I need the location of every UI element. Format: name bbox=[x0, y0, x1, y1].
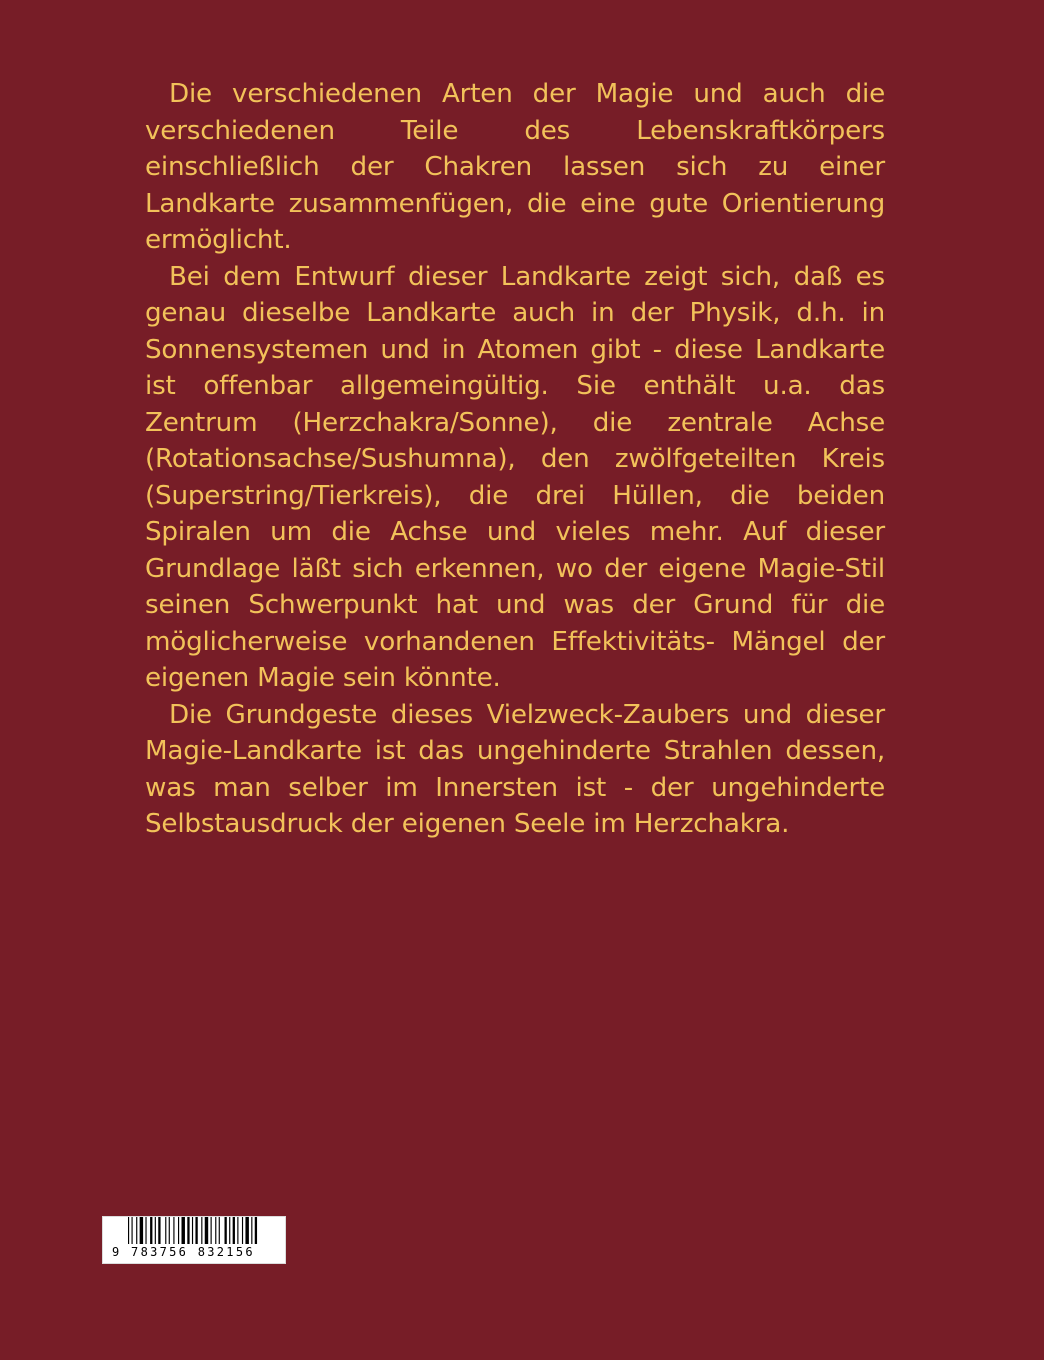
blurb-paragraph-3: Die Grundgeste dieses Vielzweck-Zaubers und dieser Magie-Landkarte ist das ungehinderte Strahlen dessen, was man selber im Innersten ist - der ungehinderte Selbstausdruck der eigenen Seele im Herzchakra. bbox=[145, 699, 885, 839]
isbn-barcode bbox=[102, 1216, 286, 1264]
back-cover-blurb bbox=[145, 76, 885, 843]
barcode-bars-icon bbox=[103, 1217, 287, 1247]
blurb-paragraph-2: Bei dem Entwurf dieser Landkarte zeigt sich, daß es genau dieselbe Landkarte auch in der Physik, d.h. in Sonnensystemen und in Atomen gibt - diese Landkarte ist offenbar allgemeingültig. Sie enthält u.a. das Zentrum (Herzchakra/Sonne), die zentrale Achse (Rotationsachse/Sushumna), den zwölfgeteilten Kreis (Superstring/Tierkreis), die drei Hüllen, die beiden Spiralen um die Achse und vieles mehr. Auf dieser Grundlage läßt sich erkennen, wo der eigene Magie-Stil seinen Schwerpunkt hat und was der Grund für die möglicherweise vorhandenen Effektivitäts- Mängel der eigenen Magie sein könnte. bbox=[145, 261, 885, 693]
blurb-paragraph-1: Die verschiedenen Arten der Magie und auch die verschiedenen Teile des Lebenskraftkörpers einschließlich der Chakren lassen sich zu einer Landkarte zusammenfügen, die eine gute Orientierung ermöglicht. bbox=[145, 79, 885, 255]
isbn-number: 9 783756 832156 bbox=[112, 1245, 255, 1259]
